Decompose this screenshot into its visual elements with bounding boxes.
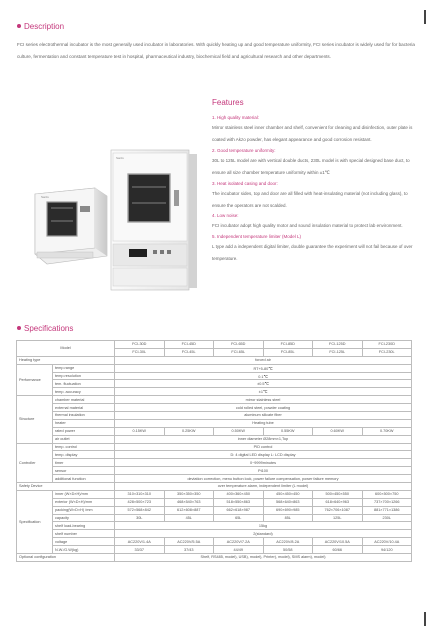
value-cell: 568×640×863 bbox=[263, 498, 313, 506]
row-label: exterior (W×D×H)/mm bbox=[53, 498, 115, 506]
table-row bbox=[17, 435, 412, 443]
description-text: FCI series electrothermal incubator is the most generally used incubator in laboratories. With quickly heating up and good temperature uniformity, FCI series incubator is widely used for for bacteria culture, fermentation and constant temperature test in hospital, pharmaceutical industry, biochemical field and agricultural research and other departments. bbox=[17, 42, 415, 60]
group-label: Structure bbox=[17, 396, 53, 443]
feature-heading: 1. High quality material: bbox=[212, 115, 260, 120]
value-cell: 125L bbox=[313, 514, 363, 522]
row-value: Heating tube bbox=[115, 419, 412, 427]
row-label: sensor bbox=[53, 467, 115, 475]
feature-body: 30L to 125L model are with vertical double ducts, 230L model is with special designed base duct, to ensure all size chamber temperature uniformity within ±1℃ bbox=[212, 157, 410, 176]
row-label: tem. fluctuation bbox=[53, 380, 115, 388]
value-cell: 572×568×842 bbox=[115, 506, 165, 514]
row-label: shelf load-bearing bbox=[53, 522, 115, 530]
value-cell: 85L bbox=[263, 514, 313, 522]
group-label: Specification bbox=[17, 490, 53, 553]
specifications-table bbox=[16, 340, 412, 562]
value-cell: 65L bbox=[214, 514, 264, 522]
feature-heading: 4. Low noise: bbox=[212, 213, 239, 219]
model-cell: FCI-30L bbox=[115, 348, 165, 356]
model-cell: FCI-230L bbox=[362, 348, 412, 356]
row-label: shelf number bbox=[53, 530, 115, 538]
value-cell: 310×310×310 bbox=[115, 490, 165, 498]
value-cell: 44/49 bbox=[214, 546, 264, 554]
value-cell: 450×450×450 bbox=[263, 490, 313, 498]
row-value: mirror stainless steel bbox=[115, 396, 412, 404]
feature-item bbox=[212, 233, 417, 266]
row-value: 0~9999minutes bbox=[115, 459, 412, 467]
row-value: ±0.5℃ bbox=[115, 380, 412, 388]
table-row bbox=[17, 404, 412, 412]
description-title: Description bbox=[24, 22, 65, 31]
brand-label-small: Sanfu bbox=[41, 195, 49, 199]
row-value: Pt100 bbox=[115, 467, 412, 475]
bullet-dot bbox=[17, 24, 21, 28]
feature-heading: 3. Heat isolated casing and door: bbox=[212, 180, 278, 186]
value-cell: 468×540×763 bbox=[164, 498, 214, 506]
table-row bbox=[17, 459, 412, 467]
bullet-dot bbox=[17, 326, 21, 330]
row-value: ±1℃ bbox=[115, 388, 412, 396]
value-cell: 762×706×1087 bbox=[313, 506, 363, 514]
group-label: Performance bbox=[17, 364, 53, 396]
value-cell: AC220V/7.2A bbox=[214, 538, 264, 546]
row-label: temp. display bbox=[53, 451, 115, 459]
row-value: forced air bbox=[115, 356, 412, 364]
value-cell: 50/58 bbox=[263, 546, 313, 554]
row-value: over temperature alarm, independent limiter (L model) bbox=[115, 483, 412, 491]
table-row bbox=[17, 467, 412, 475]
page-edge-mark bbox=[424, 612, 426, 626]
row-label: N.W./G.W(kg) bbox=[53, 546, 115, 554]
row-label: temp.resolution bbox=[53, 372, 115, 380]
feature-body: FCI incubator adopt high quality motor and sound insulation material to protect lab environment. bbox=[212, 223, 403, 229]
value-cell: 37/43 bbox=[164, 546, 214, 554]
model-cell: FCI-125L bbox=[313, 348, 363, 356]
row-label: voltage bbox=[53, 538, 115, 546]
table-row bbox=[17, 530, 412, 538]
value-cell: AC220V/8.2A bbox=[263, 538, 313, 546]
model-cell: FCI-65L bbox=[214, 348, 264, 356]
row-label: temp. control bbox=[53, 443, 115, 451]
table-row bbox=[17, 538, 412, 546]
row-value: D: 4 digital LED display L: LCD display bbox=[115, 451, 412, 459]
value-cell: 737×700×1266 bbox=[362, 498, 412, 506]
row-label: timer bbox=[53, 459, 115, 467]
value-cell: 0.70KW bbox=[362, 427, 412, 435]
row-label: packing(W×D×H) /mm bbox=[53, 506, 115, 514]
row-value: inner diameter Ø28mm×1,Top bbox=[115, 435, 412, 443]
table-row bbox=[17, 522, 412, 530]
value-cell: 230L bbox=[362, 514, 412, 522]
feature-item bbox=[212, 212, 417, 232]
value-cell: 0.50KW bbox=[214, 427, 264, 435]
value-cell: AC220V/1.4A bbox=[115, 538, 165, 546]
specifications-title: Specifications bbox=[24, 324, 74, 333]
large-incubator-image bbox=[111, 150, 197, 290]
table-row bbox=[17, 443, 412, 451]
value-cell: 518×550×863 bbox=[214, 498, 264, 506]
table-row bbox=[17, 514, 412, 522]
table-row bbox=[17, 372, 412, 380]
row-label: inner (W×D×H)/mm bbox=[53, 490, 115, 498]
table-row bbox=[17, 412, 412, 420]
row-label: thermal insulation bbox=[53, 412, 115, 420]
value-cell: 662×618×987 bbox=[214, 506, 264, 514]
value-cell: 94/120 bbox=[362, 546, 412, 554]
table-row bbox=[17, 546, 412, 554]
value-cell: 0.60KW bbox=[313, 427, 363, 435]
feature-item bbox=[212, 114, 417, 147]
table-row bbox=[17, 396, 412, 404]
row-value: aluminum silicate fiber bbox=[115, 412, 412, 420]
page-edge-mark bbox=[424, 10, 426, 24]
model-cell: FCI-85L bbox=[263, 348, 313, 356]
table-row bbox=[17, 356, 412, 364]
feature-heading: 2. Good temperature uniformity: bbox=[212, 147, 276, 153]
row-label: Safety Device bbox=[17, 483, 115, 491]
table-row bbox=[17, 427, 412, 435]
value-cell: 600×500×750 bbox=[362, 490, 412, 498]
value-cell: 0.15KW bbox=[115, 427, 165, 435]
row-label: additional function bbox=[53, 475, 115, 483]
value-cell: 428×500×723 bbox=[115, 498, 165, 506]
description-heading bbox=[17, 22, 64, 31]
value-cell: 45L bbox=[164, 514, 214, 522]
value-cell: 690×690×985 bbox=[263, 506, 313, 514]
value-cell: 0.25KW bbox=[164, 427, 214, 435]
value-cell: 400×360×450 bbox=[214, 490, 264, 498]
table-row bbox=[17, 419, 412, 427]
table-row bbox=[17, 498, 412, 506]
table-row bbox=[17, 490, 412, 498]
table-row bbox=[17, 341, 412, 349]
row-label: temp. accuracy bbox=[53, 388, 115, 396]
row-label: rated power bbox=[53, 427, 115, 435]
row-value: PID control bbox=[115, 443, 412, 451]
features-list bbox=[212, 114, 417, 266]
model-cell: FCI-125D bbox=[313, 341, 363, 349]
model-cell: FCI-45L bbox=[164, 348, 214, 356]
table-row bbox=[17, 554, 412, 562]
row-value: 15kg bbox=[115, 522, 412, 530]
row-label: capacity bbox=[53, 514, 115, 522]
row-value: deviation correction, menu button lock, power failure compensation, power failure memory bbox=[115, 475, 412, 483]
row-value: cold rolled steel, powder coating bbox=[115, 404, 412, 412]
value-cell: 60/66 bbox=[313, 546, 363, 554]
row-label: Heating type bbox=[17, 356, 115, 364]
row-value: 0.1℃ bbox=[115, 372, 412, 380]
feature-item bbox=[212, 180, 417, 213]
incubator-product-photo bbox=[33, 146, 201, 296]
table-row bbox=[17, 475, 412, 483]
table-row bbox=[17, 364, 412, 372]
brand-label-large: Sanfu bbox=[116, 156, 124, 160]
model-cell: FCI-65D bbox=[214, 341, 264, 349]
row-value: RT+5-80℃ bbox=[115, 364, 412, 372]
features-heading bbox=[212, 98, 244, 107]
row-label: Optional configuration bbox=[17, 554, 115, 562]
row-value: 2(standard) bbox=[115, 530, 412, 538]
value-cell: 612×608×887 bbox=[164, 506, 214, 514]
table-row bbox=[17, 451, 412, 459]
model-cell: FCI-45D bbox=[164, 341, 214, 349]
value-cell: AC220V/5.5A bbox=[164, 538, 214, 546]
value-cell: 350×350×350 bbox=[164, 490, 214, 498]
feature-item bbox=[212, 147, 417, 180]
value-cell: 881×771×1386 bbox=[362, 506, 412, 514]
row-label: heater bbox=[53, 419, 115, 427]
specifications-heading bbox=[17, 324, 73, 333]
row-label: air outlet bbox=[53, 435, 115, 443]
table-row bbox=[17, 380, 412, 388]
value-cell: 33/37 bbox=[115, 546, 165, 554]
table-row bbox=[17, 483, 412, 491]
feature-body: Mirror stainless steel inner chamber and shelf, convenient for cleaning and disinfection, outer plate is coated with Akzo powder, has elegant appearance and good corrosion resistant. bbox=[212, 125, 413, 143]
value-cell: 618×640×963 bbox=[313, 498, 363, 506]
group-label: Controller bbox=[17, 443, 53, 482]
row-label: chamber material bbox=[53, 396, 115, 404]
table-row bbox=[17, 388, 412, 396]
row-label: external material bbox=[53, 404, 115, 412]
value-cell: 500×450×550 bbox=[313, 490, 363, 498]
feature-heading: 5. Independent temperature limiter (Model L) bbox=[212, 233, 302, 239]
model-cell: FCI-85D bbox=[263, 341, 313, 349]
value-cell: 0.55KW bbox=[263, 427, 313, 435]
features-title: Features bbox=[212, 98, 244, 107]
model-cell: FCI-230D bbox=[362, 341, 412, 349]
value-cell: 30L bbox=[115, 514, 165, 522]
feature-body: The incubator sides, top and door are all filled with heat-insulating material (not including glass), to ensure the operators are not scalded. bbox=[212, 190, 408, 209]
small-incubator-image bbox=[35, 188, 107, 264]
value-cell: AC220V/10.5A bbox=[313, 538, 363, 546]
row-label: temp.range bbox=[53, 364, 115, 372]
model-cell: FCI-30D bbox=[115, 341, 165, 349]
value-cell: AC220V/10.4A bbox=[362, 538, 412, 546]
row-value: Shelf, RS485, model), USB), model), Printer), model), SMS alarm), model) bbox=[115, 554, 412, 562]
feature-body: L type add a independent digital limiter, double guarantee the experiment will not fail because of over temperature. bbox=[212, 243, 413, 262]
table-row bbox=[17, 506, 412, 514]
model-label-cell: Model bbox=[17, 341, 115, 357]
